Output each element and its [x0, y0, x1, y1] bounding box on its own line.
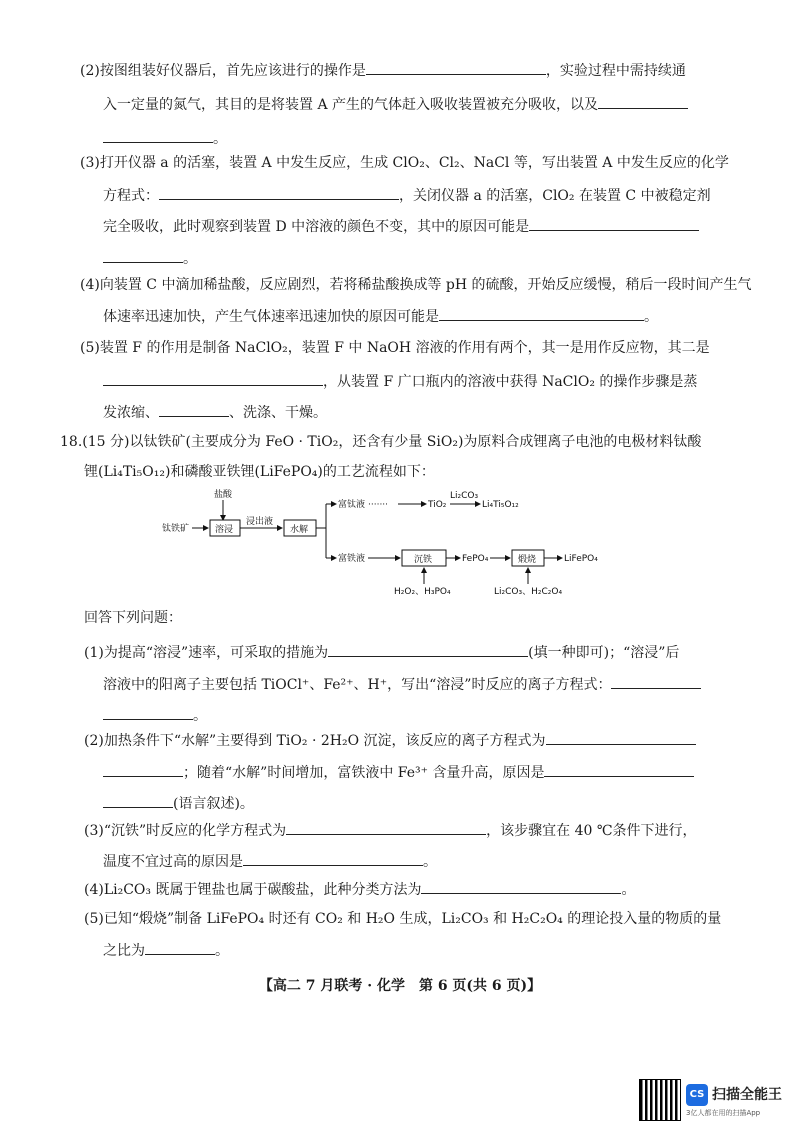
camscanner-logo-icon: CS: [686, 1084, 708, 1106]
answer-blank[interactable]: [103, 762, 183, 777]
page-footer: 【高二 7 月联考 · 化学 第 6 页(共 6 页)】: [258, 978, 542, 994]
flow-tio2-label: TiO₂: [428, 500, 447, 510]
answer-blank[interactable]: [286, 820, 486, 835]
answer-blank[interactable]: [611, 674, 701, 689]
q17-part2-line3: 。: [103, 128, 227, 149]
q18-part4-line1: (4)Li₂CO₃ 既属于锂盐也属于碳酸盐，此种分类方法为 。: [84, 879, 635, 900]
camscanner-tagline: 3亿人都在用的扫描App: [686, 1109, 761, 1117]
answer-blank[interactable]: [598, 94, 688, 109]
q18-part1-line1: (1)为提高“溶浸”速率，可采取的措施为 (填一种即可)；“溶浸”后: [84, 642, 679, 663]
flow-rich-fe-label: 富铁液: [338, 554, 366, 564]
q17-part4-line2: 体速率迅速加快，产生气体速率迅速加快的原因可能是 。: [103, 306, 658, 327]
flow-li2co3-top-label: Li₂CO₃: [450, 491, 479, 501]
q17-part2-line1: (2)按图组装好仪器后，首先应该进行的操作是 ，实验过程中需持续通: [80, 60, 686, 81]
answer-blank[interactable]: [366, 60, 546, 75]
flow-lifepo4-label: LiFePO₄: [564, 554, 598, 564]
flow-calcine-label: 煅烧: [518, 555, 537, 565]
answer-blank[interactable]: [103, 793, 173, 808]
answer-blank[interactable]: [544, 762, 694, 777]
q17-part4-line1: (4)向装置 C 中滴加稀盐酸，反应剧烈，若将稀盐酸换成等 pH 的硫酸，开始反应缓慢，稍后一段时间产生气: [80, 277, 752, 293]
answer-blank[interactable]: [529, 216, 699, 231]
flow-precip-fe-label: 沉铁: [414, 555, 433, 565]
flow-dots: ·······: [368, 500, 389, 510]
flow-leachate-label: 浸出液: [246, 517, 274, 527]
q18-intro-line1: 18.(15 分)以钛铁矿(主要成分为 FeO · TiO₂，还含有少量 SiO₂)为原料合成锂离子电池的电极材料钛酸: [60, 434, 702, 450]
answer-blank[interactable]: [243, 851, 423, 866]
answer-blank[interactable]: [421, 879, 621, 894]
q18-part5-line1: (5)已知“煅烧”制备 LiFePO₄ 时还有 CO₂ 和 H₂O 生成，Li₂CO₃ 和 H₂C₂O₄ 的理论投入量的物质的量: [84, 911, 722, 927]
q17-part3-line2: 方程式： ，关闭仪器 a 的活塞，ClO₂ 在装置 C 中被稳定剂: [103, 185, 711, 206]
q18-part2-line2: ；随着“水解”时间增加，富铁液中 Fe³⁺ 含量升高，原因是: [103, 762, 694, 783]
answer-blank[interactable]: [103, 248, 183, 263]
q17-part3-line1: (3)打开仪器 a 的活塞，装置 A 中发生反应，生成 ClO₂、Cl₂、NaCl 等，写出装置 A 中发生反应的化学: [80, 155, 729, 171]
q18-part1-line2: 溶液中的阳离子主要包括 TiOCl⁺、Fe²⁺、H⁺，写出“溶浸”时反应的离子方程式：: [103, 674, 701, 695]
q18-part2-line3: (语言叙述)。: [103, 793, 254, 814]
q17-part5-line1: (5)装置 F 的作用是制备 NaClO₂，装置 F 中 NaOH 溶液的作用有两个，其一是用作反应物，其二是: [80, 340, 710, 356]
qr-code-icon: [640, 1080, 680, 1120]
q18-part2-line1: (2)加热条件下“水解”主要得到 TiO₂ · 2H₂O 沉淀，该反应的离子方程式为: [84, 730, 696, 751]
answer-blank[interactable]: [145, 940, 215, 955]
flow-reagent2-label: Li₂CO₃、H₂C₂O₄: [494, 587, 563, 597]
q18-part3-line1: (3)“沉铁”时反应的化学方程式为 ，该步骤宜在 40 ℃条件下进行，: [84, 820, 697, 841]
flow-fepo4-label: FePO₄: [462, 554, 489, 564]
q17-part3-line3: 完全吸收，此时观察到装置 D 中溶液的颜色不变，其中的原因可能是: [103, 216, 699, 237]
camscanner-name: 扫描全能王: [712, 1087, 782, 1103]
flow-li4ti5o12-label: Li₄Ti₅O₁₂: [482, 500, 519, 510]
q18-part1-line3: 。: [103, 705, 207, 726]
flow-rich-ti-label: 富钛液: [338, 500, 366, 510]
answer-blank[interactable]: [439, 306, 644, 321]
answer-blank[interactable]: [328, 642, 528, 657]
answer-blank[interactable]: [159, 402, 229, 417]
flow-reagent1-label: H₂O₂、H₃PO₄: [394, 587, 451, 597]
scanner-watermark: [640, 1080, 790, 1120]
q18-part5-line2: 之比为 。: [103, 940, 229, 961]
process-flow-diagram: [160, 486, 600, 598]
flow-hcl-label: 盐酸: [214, 490, 233, 500]
q17-part3-line4: 。: [103, 248, 197, 269]
answer-blank[interactable]: [546, 730, 696, 745]
q18-part3-line2: 温度不宜过高的原因是 。: [103, 851, 437, 872]
q18-answer-prompt: 回答下列问题：: [84, 610, 182, 626]
flow-hydrolysis-label: 水解: [290, 525, 309, 535]
q17-part5-line3: 发浓缩、 、洗涤、干燥。: [103, 402, 327, 423]
answer-blank[interactable]: [103, 371, 323, 386]
flow-leach-label: 溶浸: [215, 525, 234, 535]
q17-part2-line2: 入一定量的氮气，其目的是将装置 A 产生的气体赶入吸收装置被充分吸收，以及: [103, 94, 688, 115]
q18-intro-line2: 锂(Li₄Ti₅O₁₂)和磷酸亚铁锂(LiFePO₄)的工艺流程如下：: [84, 464, 435, 480]
answer-blank[interactable]: [103, 705, 193, 720]
flow-ore-label: 钛铁矿: [162, 524, 190, 534]
answer-blank[interactable]: [159, 185, 399, 200]
q17-part5-line2: ，从装置 F 广口瓶内的溶液中获得 NaClO₂ 的操作步骤是蒸: [103, 371, 697, 392]
answer-blank[interactable]: [103, 128, 213, 143]
